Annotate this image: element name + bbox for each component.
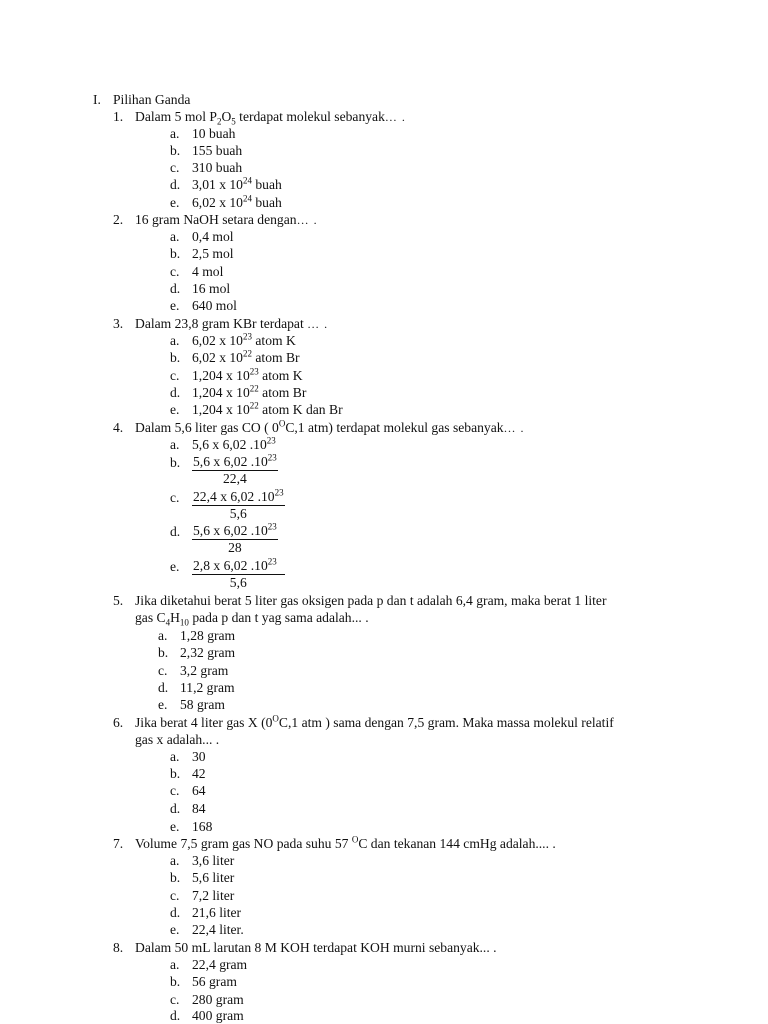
option-a: a. 0,4 mol <box>170 229 234 244</box>
option-a: a. 5,6 x 6,02 $.10^{23}$ <box>170 435 276 452</box>
option-a: a. 30 <box>170 749 206 764</box>
option-e: e. 22,4 liter. <box>170 922 244 937</box>
question-number: 8. <box>113 940 124 955</box>
option-b: b. $\frac{5,6 x 6,02 .10^{23}}{22,4}$ <box>170 452 277 486</box>
fraction: $\frac{22,4 x 6,02 .10^{23}}{5,6}$ <box>193 487 284 521</box>
question-text: Dalam 50 mL larutan 8 M KOH terdapat KOH murni sebanyak... . <box>135 940 497 955</box>
question-2 <box>113 211 685 229</box>
fraction: $\frac{5,6 x 6,02 .10^{23}}{22,4}$ <box>193 452 277 486</box>
option-b: b. 155 buah <box>170 143 243 158</box>
option-b: b. 5,6 liter <box>170 870 235 885</box>
option-d: d. 400 gram <box>170 1008 244 1023</box>
option-c: c. 310 buah <box>170 160 243 175</box>
option-d: d. 16 mol <box>170 281 231 296</box>
option-c: c. 3,2 gram <box>158 663 229 678</box>
question-number: 5. <box>113 593 124 608</box>
question-5 <box>113 592 685 626</box>
section-title: Pilihan Ganda <box>113 92 191 107</box>
option-e: e. 1,204 x $10^{22}$ atom K dan Br <box>170 400 343 417</box>
option-a: a. 3,6 liter <box>170 853 235 868</box>
question-3 <box>113 315 685 333</box>
option-e: e. 640 mol <box>170 298 237 313</box>
question-number: 6. <box>113 715 124 730</box>
question-6 <box>113 714 685 748</box>
option-c: c. $\frac{22,4 x 6,02 .10^{23}}{5,6}$ <box>170 487 284 521</box>
question-text: Jika berat 4 liter gas X ($0^OC,1$ atm ) sama dengan 7,5 gram. Maka massa molekul relatif gas x adalah... . <box>135 713 614 747</box>
question-7 <box>113 835 685 852</box>
option-e: e. 168 <box>170 819 213 834</box>
option-d: d. $\frac{5,6 x 6,02 .10^{23}}{28}$ <box>170 521 277 555</box>
option-c: c. 7,2 liter <box>170 888 235 903</box>
option-a: a. 10 buah <box>170 126 236 141</box>
question-number: 3. <box>113 316 124 331</box>
option-b: b. 6,02 x $10^{22}$ atom Br <box>170 348 300 365</box>
option-d: d. 21,6 liter <box>170 905 242 920</box>
option-d: d. 3,01 x $10^{24}$ buah <box>170 175 282 192</box>
option-b: b. 2,5 mol <box>170 246 234 261</box>
question-4 <box>113 419 685 437</box>
section-numeral: I. <box>93 92 101 107</box>
option-e: e. $\frac{2,8 x 6,02 .10^{23}}{5,6}$ <box>170 558 285 591</box>
question-1 <box>113 108 685 126</box>
question-number: 2. <box>113 212 124 227</box>
question-number: 1. <box>113 109 124 124</box>
question-text: 16 gram NaOH setara dengan… . <box>135 212 318 227</box>
fraction: $\frac{2,8 x 6,02 .10^{23}}{5,6}$ <box>192 558 285 591</box>
option-d: d. 1,204 x $10^{22}$ atom Br <box>170 383 307 400</box>
option-b: b. 2,32 gram <box>158 645 236 660</box>
question-number: 7. <box>113 836 124 851</box>
question-text: Dalam 23,8 gram KBr terdapat … . <box>135 316 329 331</box>
option-c: c. 280 gram <box>170 992 244 1007</box>
option-e: e. 58 gram <box>158 697 225 712</box>
question-text: Dalam 5 mol $P_2O_5$ terdapat molekul sebanyak… . <box>135 109 406 127</box>
option-c: c. 4 mol <box>170 264 224 279</box>
fraction: $\frac{5,6 x 6,02 .10^{23}}{28}$ <box>193 521 277 555</box>
option-c: c. 1,204 x $10^{23}$ atom K <box>170 366 303 383</box>
option-b: b. 56 gram <box>170 974 237 989</box>
option-b: b. 42 <box>170 766 206 781</box>
option-c: c. 64 <box>170 783 206 798</box>
option-d: d. 11,2 gram <box>158 680 235 695</box>
option-a: a. 22,4 gram <box>170 957 248 972</box>
section-heading <box>93 91 190 108</box>
question-text: Volume 7,5 gram gas NO pada suhu 57 $^O$C dan tekanan 144 cmHg adalah.... . <box>135 834 556 851</box>
option-a: a. 1,28 gram <box>158 628 236 643</box>
question-8 <box>113 939 685 956</box>
question-text: Jika diketahui berat 5 liter gas oksigen pada p dan t adalah 6,4 gram, maka berat 1 liter gas $C_4H_{10}$ pada p dan t yag sama adalah... . <box>135 593 607 628</box>
option-e: e. 6,02 x $10^{24}$ buah <box>170 193 282 210</box>
option-d: d. 84 <box>170 801 206 816</box>
question-text: Dalam 5,6 liter gas CO ( $0^OC,1$ atm) terdapat molekul gas sebanyak… . <box>135 418 525 435</box>
question-number: 4. <box>113 420 124 435</box>
option-a: a. 6,02 x $10^{23}$ atom K <box>170 331 296 348</box>
